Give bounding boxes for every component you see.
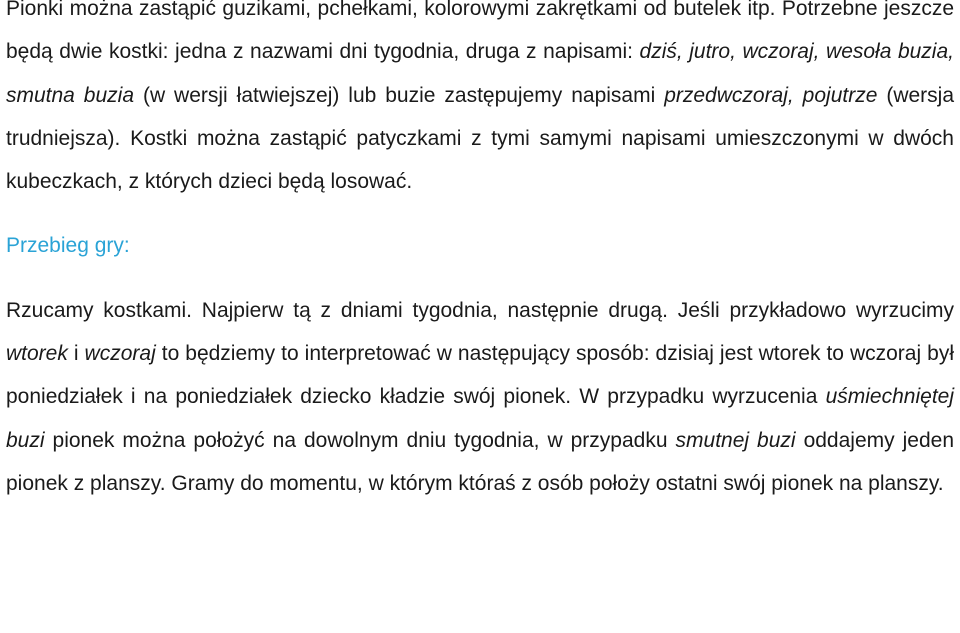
rules-italic-wczoraj: wczoraj: [84, 342, 156, 366]
spacer: [6, 268, 954, 289]
rules-text-5: oddajemy jeden pionek z planszy. Gramy do momentu, w którym któraś z osób położy ostatni swój pionek na planszy.: [6, 428, 955, 495]
rules-text-4: pionek można położyć na dowolnym dniu tygodnia, w przypadku: [44, 428, 676, 452]
intro-italic-harder-labels: przedwczoraj, pojutrze: [664, 83, 878, 107]
rules-text-2: i: [67, 342, 85, 366]
rules-italic-happy-face: uśmiechniętej buzi: [6, 385, 954, 452]
document-page: [6, 0, 954, 505]
intro-paragraph: [6, 0, 954, 203]
rules-paragraph: [6, 289, 954, 505]
intro-text-1: Pionki można zastąpić guzikami, pchełkami, kolorowymi zakrętkami od butelek itp. Potrzebne jeszcze będą dwie kostki: jedna z nazwami dni tygodnia, druga z napisami:: [6, 0, 954, 64]
spacer: [6, 203, 954, 224]
rules-text-3: to będziemy to interpretować w następujący sposób: dzisiaj jest wtorek to wczoraj był poniedziałek i na poniedziałek dziecko kładzie swój pionek. W przypadku wyrzucenia: [6, 342, 954, 409]
intro-text-2: (w wersji łatwiejszej) lub buzie zastępujemy napisami: [134, 83, 665, 107]
intro-italic-dice-labels: dziś, jutro, wczoraj, wesoła buzia, smutna buzia: [6, 40, 954, 107]
intro-text-3: (wersja trudniejsza). Kostki można zastąpić patyczkami z tymi samymi napisami umieszczonymi w dwóch kubeczkach, z których dzieci będą losować.: [6, 83, 955, 194]
rules-italic-wtorek: wtorek: [6, 342, 68, 366]
section-heading: Przebieg gry:: [6, 234, 130, 258]
rules-italic-sad-face: smutnej buzi: [675, 428, 796, 452]
rules-text-1: Rzucamy kostkami. Najpierw tą z dniami tygodnia, następnie drugą. Jeśli przykładowo wyrzucimy: [6, 298, 954, 322]
